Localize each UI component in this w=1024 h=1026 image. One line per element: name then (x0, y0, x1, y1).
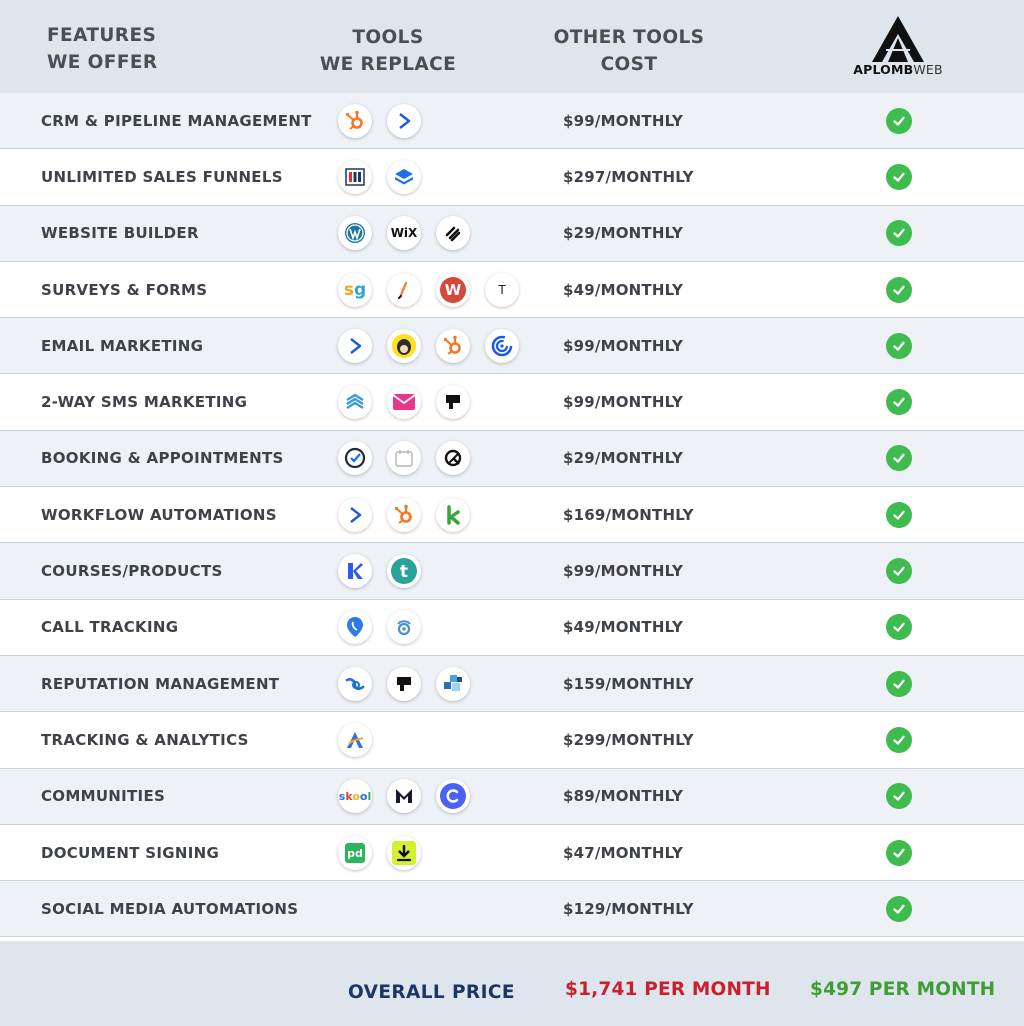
check-icon (886, 445, 912, 471)
our-total: $497 PER MONTH (810, 979, 996, 1000)
table-row (0, 656, 1024, 712)
replaced-tools (338, 712, 372, 767)
features-column-header: FEATURES WE OFFER (47, 25, 158, 73)
leadpages-icon (387, 160, 421, 194)
brand-logo (852, 14, 944, 80)
table-row (0, 600, 1024, 656)
replaced-tools (338, 149, 421, 204)
acuity-icon (436, 441, 470, 475)
pandadoc-icon (338, 836, 372, 870)
tool-cost: $159/MONTHLY (563, 674, 694, 693)
tool-cost: $99/MONTHLY (563, 562, 684, 581)
typeform-icon: T (485, 273, 519, 307)
feature-name: CALL TRACKING (41, 618, 179, 637)
feature-name: EMAIL MARKETING (41, 336, 204, 355)
table-row (0, 374, 1024, 430)
check-icon (886, 277, 912, 303)
mighty-icon (387, 779, 421, 813)
feature-name: TRACKING & ANALYTICS (41, 730, 249, 749)
calendly-icon (338, 441, 372, 475)
check-icon (886, 333, 912, 359)
table-row (0, 543, 1024, 599)
clickfunnels-icon (338, 160, 372, 194)
callrail-icon (338, 610, 372, 644)
tool-cost: $99/MONTHLY (563, 336, 684, 355)
check-icon (886, 671, 912, 697)
svg-text:pd: pd (347, 846, 363, 860)
check-icon (886, 558, 912, 584)
check-icon (886, 614, 912, 640)
table-row (0, 769, 1024, 825)
tool-cost: $47/MONTHLY (563, 843, 684, 862)
check-icon (886, 896, 912, 922)
replaced-tools (338, 769, 470, 824)
feature-name: REPUTATION MANAGEMENT (41, 674, 280, 693)
tool-cost: $49/MONTHLY (563, 280, 684, 299)
tool-cost: $49/MONTHLY (563, 618, 684, 637)
feature-name: CRM & PIPELINE MANAGEMENT (41, 111, 312, 130)
tool-cost: $29/MONTHLY (563, 449, 684, 468)
teachable-icon (387, 554, 421, 588)
activecampaign-icon (387, 104, 421, 138)
replaced-tools (338, 543, 421, 598)
skool-icon: skool (338, 779, 372, 813)
feature-name: SURVEYS & FORMS (41, 280, 208, 299)
squarespace-icon (436, 216, 470, 250)
sms-mail-icon (387, 385, 421, 419)
table-footer (0, 941, 1024, 1026)
tool-cost: $99/MONTHLY (563, 393, 684, 412)
other-tools-total: $1,741 PER MONTH (565, 979, 771, 1000)
cost-column-header: OTHER TOOLS COST (553, 27, 705, 75)
replaced-tools (338, 374, 470, 429)
check-icon (886, 220, 912, 246)
check-icon (886, 840, 912, 866)
hubspot-icon (387, 498, 421, 532)
feature-rows (0, 93, 1024, 937)
tool-cost: $299/MONTHLY (563, 730, 694, 749)
podium-icon (387, 667, 421, 701)
podium-icon (436, 385, 470, 419)
feature-name: UNLIMITED SALES FUNNELS (41, 167, 283, 186)
jotform-icon (387, 273, 421, 307)
surveygizmo-icon: sg (338, 273, 372, 307)
brand-name: APLOMBWEB (853, 62, 943, 77)
wordpress-icon (338, 216, 372, 250)
check-icon (886, 783, 912, 809)
check-icon (886, 389, 912, 415)
activecampaign-icon (338, 498, 372, 532)
feature-name: COMMUNITIES (41, 787, 166, 806)
tool-cost: $99/MONTHLY (563, 111, 684, 130)
table-row (0, 318, 1024, 374)
sms-stack-icon (338, 385, 372, 419)
replaced-tools (338, 262, 519, 317)
replaced-tools (338, 656, 470, 711)
tool-cost: $89/MONTHLY (563, 787, 684, 806)
feature-name: WEBSITE BUILDER (41, 224, 199, 243)
replaced-tools (338, 487, 470, 542)
birdeye-icon (338, 667, 372, 701)
feature-name: BOOKING & APPOINTMENTS (41, 449, 284, 468)
circle-icon (436, 779, 470, 813)
table-row (0, 262, 1024, 318)
replaced-tools (338, 600, 421, 655)
constantcontact-icon (485, 329, 519, 363)
tool-cost: $297/MONTHLY (563, 167, 694, 186)
table-row (0, 431, 1024, 487)
replaced-tools (338, 206, 470, 261)
table-row (0, 881, 1024, 937)
kajabi-icon (338, 554, 372, 588)
replaced-tools (338, 318, 519, 373)
table-row (0, 206, 1024, 262)
check-icon (886, 727, 912, 753)
table-row (0, 93, 1024, 149)
replaced-tools (338, 431, 470, 486)
table-row (0, 487, 1024, 543)
table-row (0, 149, 1024, 205)
mailchimp-icon (387, 329, 421, 363)
table-row (0, 712, 1024, 768)
hubspot-icon (338, 104, 372, 138)
tool-cost: $169/MONTHLY (563, 505, 694, 524)
table-header (0, 0, 1024, 93)
feature-name: COURSES/PRODUCTS (41, 562, 223, 581)
calendar-icon (387, 441, 421, 475)
feature-name: 2-WAY SMS MARKETING (41, 393, 248, 412)
feature-name: WORKFLOW AUTOMATIONS (41, 505, 277, 524)
feature-name: SOCIAL MEDIA AUTOMATIONS (41, 899, 299, 918)
callrail-ring-icon (387, 610, 421, 644)
check-icon (886, 164, 912, 190)
check-icon (886, 502, 912, 528)
feature-name: DOCUMENT SIGNING (41, 843, 220, 862)
wix-icon: WiX (387, 216, 421, 250)
replaced-tools (338, 825, 421, 880)
wufoo-icon (436, 273, 470, 307)
tools-column-header: TOOLS WE REPLACE (319, 27, 457, 75)
brand-mark-icon (868, 14, 928, 64)
svg-text:t: t (399, 562, 409, 583)
analytics-icon (338, 723, 372, 757)
tool-cost: $29/MONTHLY (563, 224, 684, 243)
keap-icon (436, 498, 470, 532)
hubspot-icon (436, 329, 470, 363)
overall-price-label: OVERALL PRICE (348, 982, 515, 1003)
svg-text:W: W (444, 280, 462, 299)
yext-icon (436, 667, 470, 701)
docusign-icon (387, 836, 421, 870)
tool-cost: $129/MONTHLY (563, 899, 694, 918)
replaced-tools (338, 93, 421, 148)
check-icon (886, 108, 912, 134)
activecampaign-icon (338, 329, 372, 363)
table-row (0, 825, 1024, 881)
